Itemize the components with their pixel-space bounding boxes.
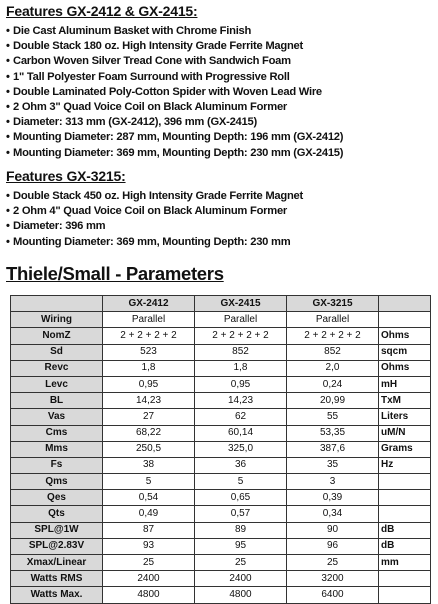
value-cell: 852: [287, 344, 379, 360]
column-header-gx2415: GX-2415: [195, 296, 287, 312]
feature-item: • 1" Tall Polyester Foam Surround with Progressive Roll: [6, 70, 343, 85]
value-cell: 523: [103, 344, 195, 360]
features-gx3215-title: Features GX-3215:: [6, 168, 126, 184]
value-cell: 0,39: [287, 490, 379, 506]
feature-item: • Mounting Diameter: 287 mm, Mounting Depth: 196 mm (GX-2412): [6, 130, 343, 145]
table-row: [11, 571, 431, 587]
unit-cell: Grams: [379, 441, 431, 457]
parameter-name-cell: Vas: [11, 409, 103, 425]
parameter-name-cell: Revc: [11, 360, 103, 376]
feature-item: • Die Cast Aluminum Basket with Chrome Finish: [6, 24, 343, 39]
value-cell: 90: [287, 522, 379, 538]
header-blank-cell: [11, 296, 103, 312]
unit-cell: mH: [379, 376, 431, 392]
unit-cell: Ohms: [379, 328, 431, 344]
feature-item: • Carbon Woven Silver Tread Cone with Sandwich Foam: [6, 54, 343, 69]
value-cell: 2 + 2 + 2 + 2: [103, 328, 195, 344]
value-cell: 62: [195, 409, 287, 425]
value-cell: 2400: [195, 571, 287, 587]
parameter-name-cell: NomZ: [11, 328, 103, 344]
value-cell: 5: [103, 474, 195, 490]
value-cell: 3200: [287, 571, 379, 587]
column-header-gx3215: GX-3215: [287, 296, 379, 312]
value-cell: 36: [195, 457, 287, 473]
feature-item: • 2 Ohm 4" Quad Voice Coil on Black Aluminum Former: [6, 204, 303, 219]
parameter-name-cell: Qes: [11, 490, 103, 506]
parameter-name-cell: Levc: [11, 376, 103, 392]
value-cell: 0,57: [195, 506, 287, 522]
table-row: [11, 425, 431, 441]
value-cell: 1,8: [103, 360, 195, 376]
value-cell: 25: [287, 555, 379, 571]
parameter-name-cell: SPL@2.83V: [11, 538, 103, 554]
value-cell: Parallel: [103, 312, 195, 328]
parameter-name-cell: Qms: [11, 474, 103, 490]
value-cell: 2400: [103, 571, 195, 587]
value-cell: 27: [103, 409, 195, 425]
table-header-row: [11, 296, 431, 312]
value-cell: 89: [195, 522, 287, 538]
features-gx3215-list: [6, 189, 303, 250]
table-row: [11, 490, 431, 506]
value-cell: 5: [195, 474, 287, 490]
value-cell: 38: [103, 457, 195, 473]
unit-cell: dB: [379, 538, 431, 554]
value-cell: 20,99: [287, 393, 379, 409]
table-row: [11, 409, 431, 425]
thiele-small-table-body: [11, 296, 431, 604]
table-row: [11, 474, 431, 490]
unit-cell: [379, 474, 431, 490]
value-cell: 0,24: [287, 376, 379, 392]
value-cell: 0,34: [287, 506, 379, 522]
header-unit-blank-cell: [379, 296, 431, 312]
column-header-gx2412: GX-2412: [103, 296, 195, 312]
parameter-name-cell: Qts: [11, 506, 103, 522]
parameter-name-cell: Sd: [11, 344, 103, 360]
value-cell: 14,23: [103, 393, 195, 409]
feature-item: • Diameter: 396 mm: [6, 219, 303, 234]
unit-cell: [379, 506, 431, 522]
parameter-name-cell: SPL@1W: [11, 522, 103, 538]
unit-cell: [379, 587, 431, 603]
value-cell: 6400: [287, 587, 379, 603]
parameter-name-cell: Watts RMS: [11, 571, 103, 587]
unit-cell: Hz: [379, 457, 431, 473]
value-cell: 35: [287, 457, 379, 473]
parameter-name-cell: Fs: [11, 457, 103, 473]
parameter-name-cell: BL: [11, 393, 103, 409]
table-row: [11, 506, 431, 522]
unit-cell: Liters: [379, 409, 431, 425]
parameter-name-cell: Wiring: [11, 312, 103, 328]
table-row: [11, 457, 431, 473]
value-cell: Parallel: [287, 312, 379, 328]
value-cell: 3: [287, 474, 379, 490]
feature-item: • 2 Ohm 3" Quad Voice Coil on Black Aluminum Former: [6, 100, 343, 115]
value-cell: 852: [195, 344, 287, 360]
value-cell: 2 + 2 + 2 + 2: [195, 328, 287, 344]
value-cell: 0,54: [103, 490, 195, 506]
parameter-name-cell: Xmax/Linear: [11, 555, 103, 571]
value-cell: 4800: [103, 587, 195, 603]
table-row: [11, 376, 431, 392]
value-cell: 25: [103, 555, 195, 571]
value-cell: 25: [195, 555, 287, 571]
table-row: [11, 441, 431, 457]
table-row: [11, 360, 431, 376]
table-row: [11, 587, 431, 603]
value-cell: 0,95: [103, 376, 195, 392]
feature-item: • Double Laminated Poly-Cotton Spider with Woven Lead Wire: [6, 85, 343, 100]
table-row: [11, 538, 431, 554]
table-row: [11, 312, 431, 328]
value-cell: 0,95: [195, 376, 287, 392]
parameter-name-cell: Cms: [11, 425, 103, 441]
unit-cell: sqcm: [379, 344, 431, 360]
parameter-name-cell: Watts Max.: [11, 587, 103, 603]
feature-item: • Diameter: 313 mm (GX-2412), 396 mm (GX-2415): [6, 115, 343, 130]
table-row: [11, 344, 431, 360]
parameter-name-cell: Mms: [11, 441, 103, 457]
feature-item: • Mounting Diameter: 369 mm, Mounting Depth: 230 mm (GX-2415): [6, 146, 343, 161]
value-cell: 0,65: [195, 490, 287, 506]
feature-item: • Double Stack 180 oz. High Intensity Grade Ferrite Magnet: [6, 39, 343, 54]
value-cell: 60,14: [195, 425, 287, 441]
value-cell: 4800: [195, 587, 287, 603]
value-cell: 387,6: [287, 441, 379, 457]
table-row: [11, 555, 431, 571]
value-cell: 14,23: [195, 393, 287, 409]
unit-cell: dB: [379, 522, 431, 538]
unit-cell: mm: [379, 555, 431, 571]
thiele-small-table: [10, 295, 431, 604]
unit-cell: Ohms: [379, 360, 431, 376]
unit-cell: [379, 312, 431, 328]
feature-item: • Double Stack 450 oz. High Intensity Grade Ferrite Magnet: [6, 189, 303, 204]
value-cell: 2 + 2 + 2 + 2: [287, 328, 379, 344]
value-cell: 250,5: [103, 441, 195, 457]
value-cell: 96: [287, 538, 379, 554]
table-row: [11, 522, 431, 538]
table-row: [11, 393, 431, 409]
value-cell: Parallel: [195, 312, 287, 328]
feature-item: • Mounting Diameter: 369 mm, Mounting Depth: 230 mm: [6, 235, 303, 250]
value-cell: 55: [287, 409, 379, 425]
value-cell: 325,0: [195, 441, 287, 457]
unit-cell: TxM: [379, 393, 431, 409]
value-cell: 0,49: [103, 506, 195, 522]
value-cell: 95: [195, 538, 287, 554]
features-gx2412-gx2415-title: Features GX-2412 & GX-2415:: [6, 3, 198, 19]
unit-cell: uM/N: [379, 425, 431, 441]
unit-cell: [379, 571, 431, 587]
value-cell: 68,22: [103, 425, 195, 441]
features-gx2412-gx2415-list: [6, 24, 343, 161]
value-cell: 2,0: [287, 360, 379, 376]
value-cell: 53,35: [287, 425, 379, 441]
value-cell: 87: [103, 522, 195, 538]
thiele-small-title: Thiele/Small - Parameters: [6, 263, 224, 284]
value-cell: 1,8: [195, 360, 287, 376]
value-cell: 93: [103, 538, 195, 554]
unit-cell: [379, 490, 431, 506]
table-row: [11, 328, 431, 344]
